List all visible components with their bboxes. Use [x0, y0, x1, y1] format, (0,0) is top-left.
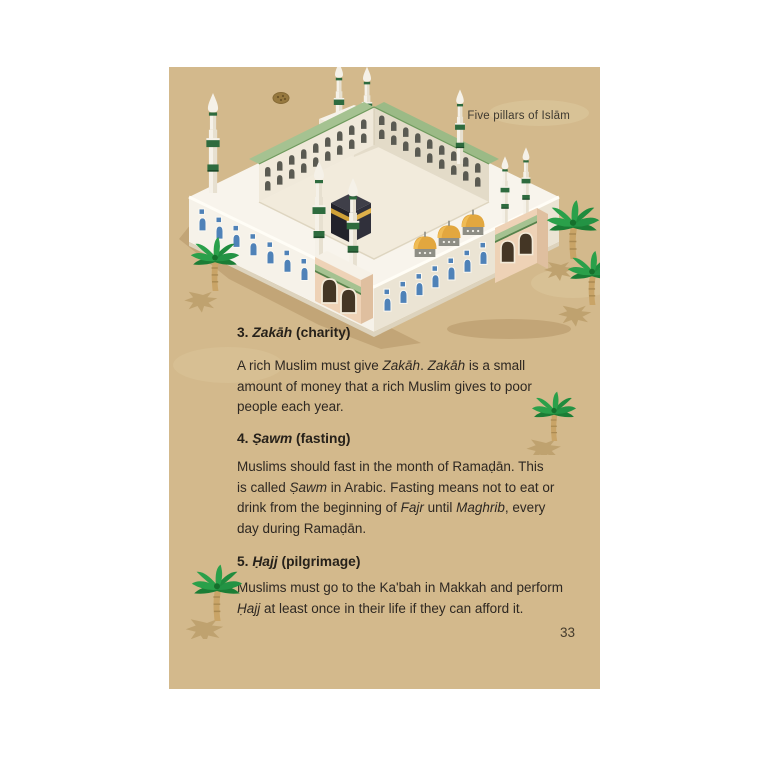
- text-line: Muslims must go to the Ka'bah in Makkah and perform: [237, 580, 563, 595]
- page-header-label: Five pillars of Islām: [467, 110, 570, 122]
- section-heading-sawm: 4. Ṣawm (fasting): [237, 431, 351, 446]
- palm-tree-icon: [183, 559, 267, 639]
- text-line: amount of money that a rich Muslim gives to poor: [237, 378, 532, 394]
- text-line: people each year.: [237, 399, 344, 414]
- well-icon: [273, 93, 289, 104]
- section-body-sawm: [237, 457, 582, 539]
- text-line: Muslims should fast in the month of Ramaḍān. This: [237, 459, 544, 474]
- section-body-hajj: [237, 578, 582, 619]
- palm-tree-icon: [518, 385, 590, 455]
- text-line: is called Ṣawm in Arabic. Fasting means not to eat or: [237, 479, 555, 495]
- palm-tree-icon: [544, 200, 600, 326]
- text-line: Ḥajj at least once in their life if they can afford it.: [237, 600, 524, 616]
- minaret-west-corner: [206, 93, 219, 193]
- section-heading-zakah: 3. Zakāh (charity): [237, 325, 351, 340]
- text-line: A rich Muslim must give Zakāh. Zakāh is a small: [237, 358, 526, 373]
- page-number: 33: [559, 625, 575, 640]
- text-line: day during Ramaḍān.: [237, 520, 367, 536]
- book-page: [169, 67, 600, 689]
- section-heading-hajj: 5. Ḥajj (pilgrimage): [237, 554, 361, 569]
- text-line: drink from the beginning of Fajr until Maghrib, every: [237, 500, 546, 515]
